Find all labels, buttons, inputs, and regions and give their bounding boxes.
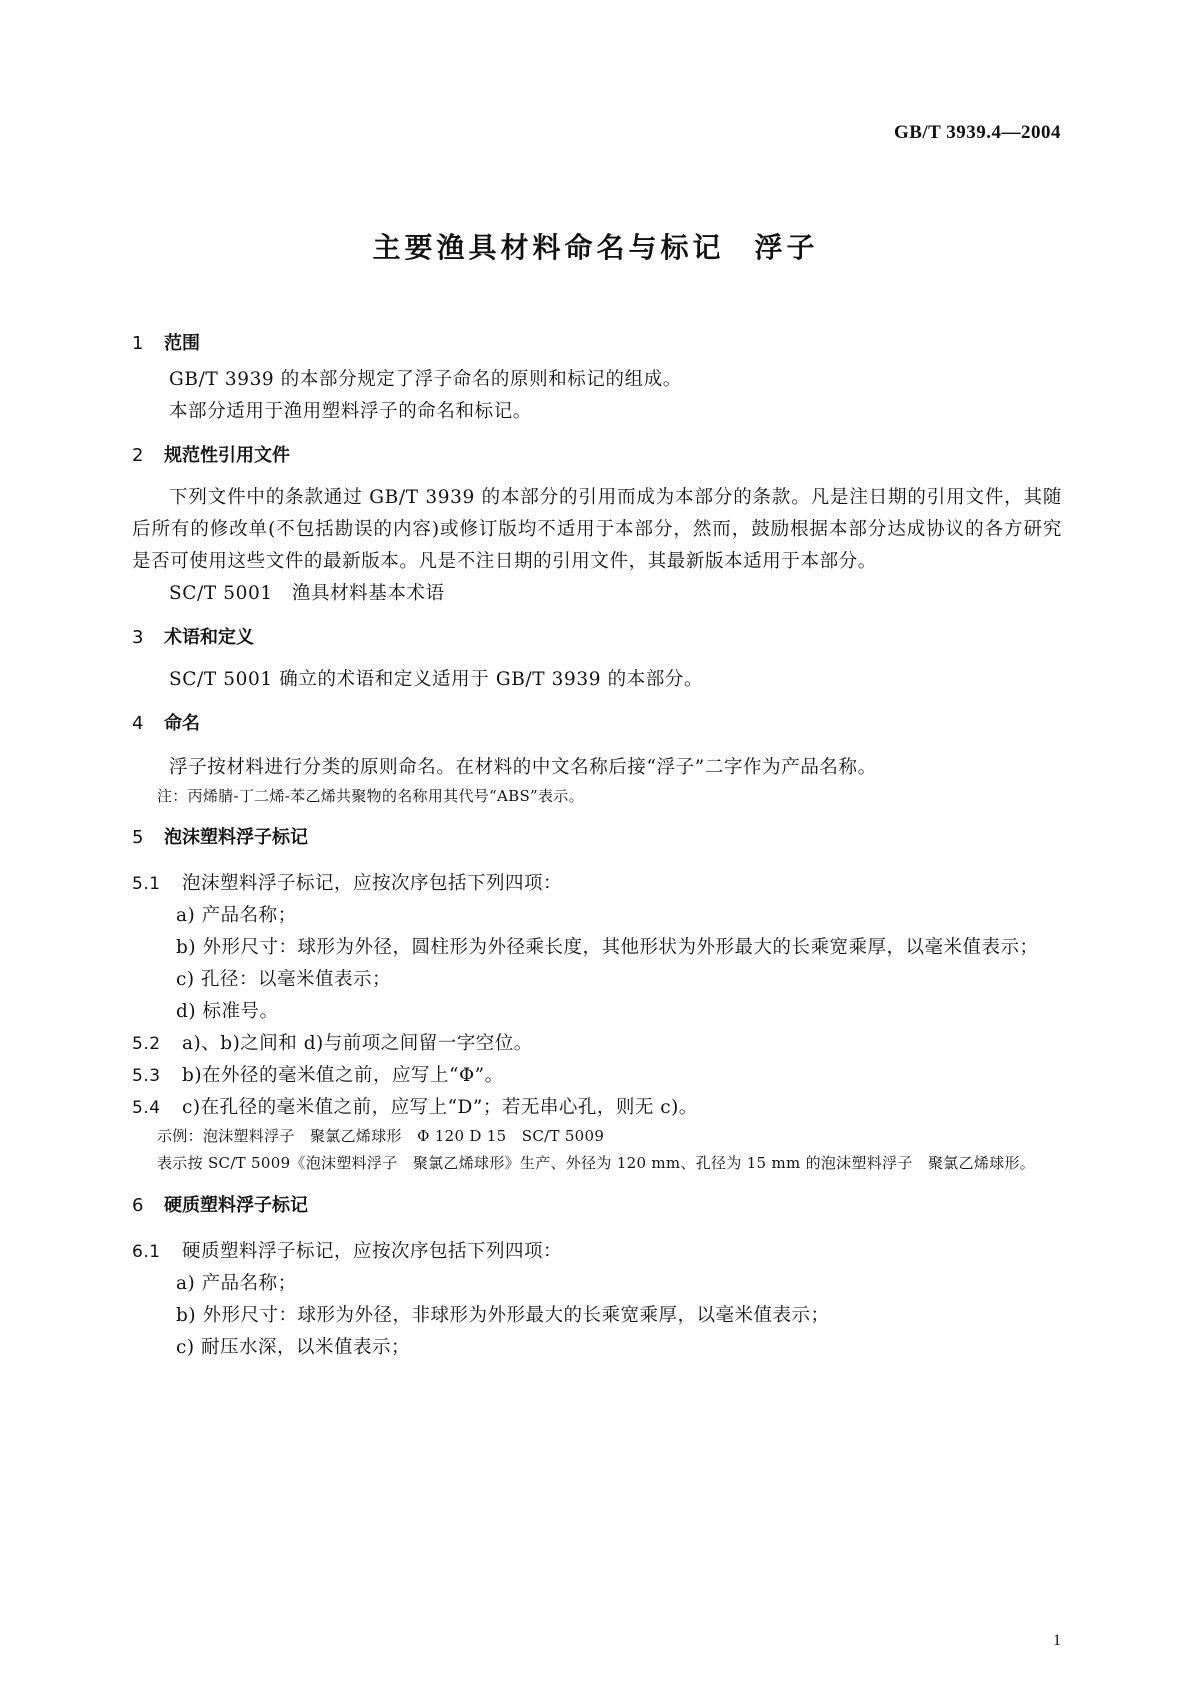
section-number: 6 — [132, 1195, 144, 1216]
naming-paragraph: 浮子按材料进行分类的原则命名。在材料的中文名称后接“浮子”二字作为产品名称。 — [169, 757, 877, 778]
section-6-heading — [132, 1192, 1062, 1220]
clause-number: 5.1 — [132, 874, 161, 894]
clause-number: 5.4 — [132, 1098, 161, 1118]
section-2-heading — [132, 442, 1062, 470]
page-number: 1 — [1053, 1632, 1061, 1649]
section-number: 1 — [132, 333, 144, 354]
list-item-b: b) 外形尺寸：球形为外径，非球形为外形最大的长乘宽乘厚，以毫米值表示； — [176, 1305, 830, 1326]
list-item-c: c) 耐压水深，以米值表示； — [176, 1337, 410, 1358]
section-1-heading — [132, 330, 1062, 358]
section-4-heading — [132, 710, 1062, 738]
reference-item: SC/T 5001 渔具材料基本术语 — [169, 583, 445, 604]
list-item-b: b) 外形尺寸：球形为外径，圆柱形为外径乘长度，其他形状为外形最大的长乘宽乘厚，以毫米值表示； — [176, 937, 1039, 958]
clause-5-1 — [132, 868, 1062, 900]
scope-paragraph-2: 本部分适用于渔用塑料浮子的命名和标记。 — [169, 401, 532, 422]
section-title: 规范性引用文件 — [164, 445, 290, 466]
naming-note: 注：丙烯腈-丁二烯-苯乙烯共聚物的名称用其代号“ABS”表示。 — [157, 787, 584, 805]
section-title: 硬质塑料浮子标记 — [164, 1195, 308, 1216]
references-paragraph: 下列文件中的条款通过 GB/T 3939 的本部分的引用而成为本部分的条款。凡是注日期的引用文件，其随后所有的修改单(不包括勘误的内容)或修订版均不适用于本部分，然而，鼓励根据本部分达成协议的各方研究是否可使用这些文件的最新版本。凡是不注日期的引用文件，其最新版本适用于本部分。 — [132, 487, 1062, 572]
scope-paragraph-1: GB/T 3939 的本部分规定了浮子命名的原则和标记的组成。 — [169, 369, 682, 390]
clause-5-3 — [132, 1060, 1062, 1092]
clause-6-1 — [132, 1236, 1062, 1268]
section-number: 3 — [132, 627, 144, 648]
clause-5-2 — [132, 1028, 1062, 1060]
document-body — [132, 330, 1062, 1364]
clause-text: c)在孔径的毫米值之前，应写上“D”；若无串心孔，则无 c)。 — [182, 1097, 698, 1118]
section-title: 泡沫塑料浮子标记 — [164, 827, 308, 848]
title-main: 主要渔具材料命名与标记 — [372, 231, 725, 264]
section-title: 术语和定义 — [164, 627, 254, 648]
list-item-a: a) 产品名称； — [176, 1273, 297, 1294]
section-title: 范围 — [164, 333, 200, 354]
clause-text: 硬质塑料浮子标记，应按次序包括下列四项： — [182, 1241, 563, 1262]
example-description: 表示按 SC/T 5009《泡沫塑料浮子 聚氯乙烯球形》生产、外径为 120 mm、孔径为 15 mm 的泡沫塑料浮子 聚氯乙烯球形。 — [157, 1154, 1036, 1172]
clause-number: 6.1 — [132, 1242, 161, 1262]
clause-text: 泡沫塑料浮子标记，应按次序包括下列四项： — [182, 873, 563, 894]
section-number: 2 — [132, 445, 144, 466]
clause-number: 5.2 — [132, 1034, 161, 1054]
list-item-c: c) 孔径：以毫米值表示； — [176, 969, 391, 990]
clause-number: 5.3 — [132, 1066, 161, 1086]
section-title: 命名 — [164, 713, 200, 734]
clause-text: a)、b)之间和 d)与前项之间留一字空位。 — [182, 1033, 533, 1054]
title-sub: 浮子 — [754, 231, 819, 264]
list-item-a: a) 产品名称； — [176, 905, 297, 926]
section-5-heading — [132, 824, 1062, 852]
list-item-d: d) 标准号。 — [176, 1001, 279, 1022]
clause-text: b)在外径的毫米值之前，应写上“Φ”。 — [182, 1065, 504, 1086]
clause-5-4 — [132, 1092, 1062, 1124]
terms-paragraph: SC/T 5001 确立的术语和定义适用于 GB/T 3939 的本部分。 — [169, 669, 704, 690]
standard-code: GB/T 3939.4—2004 — [893, 122, 1061, 143]
section-number: 4 — [132, 713, 144, 734]
section-number: 5 — [132, 827, 144, 848]
page-title — [0, 226, 1191, 266]
example-line: 示例：泡沫塑料浮子 聚氯乙烯球形 Φ 120 D 15 SC/T 5009 — [157, 1127, 605, 1145]
section-3-heading — [132, 624, 1062, 652]
